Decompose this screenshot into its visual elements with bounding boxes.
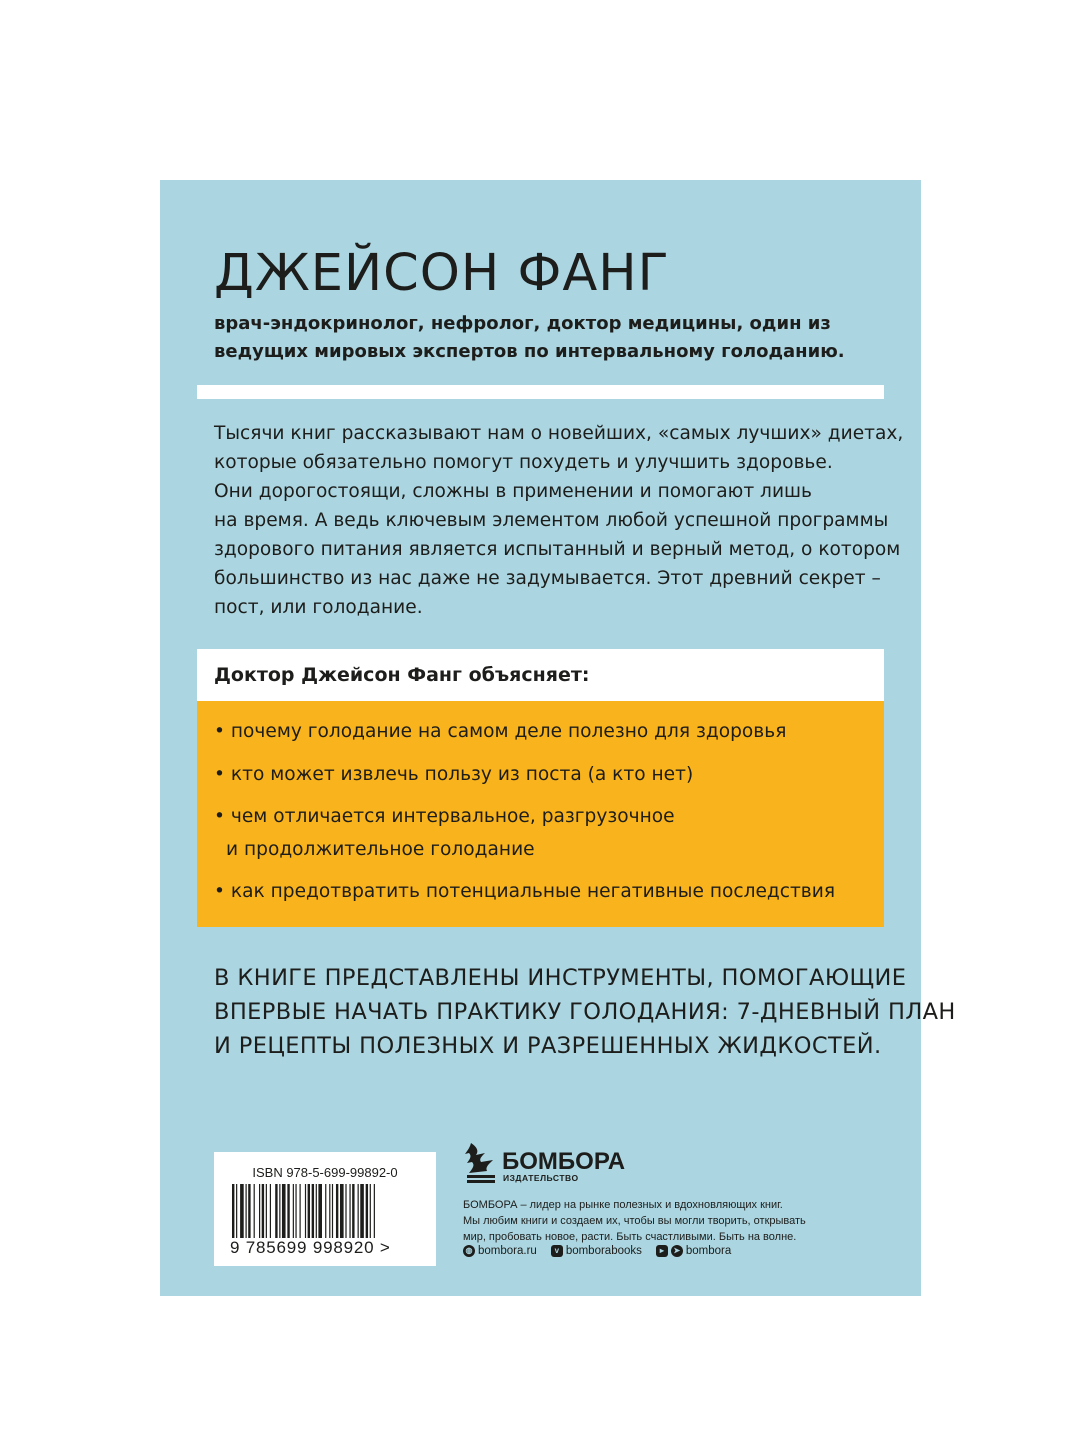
barcode-bar	[370, 1184, 371, 1238]
tools-statement	[214, 961, 956, 1063]
barcode-bar	[236, 1184, 237, 1238]
globe-icon: ◍	[463, 1245, 475, 1257]
intro-line: здорового питания является испытанный и верный метод, о котором	[214, 539, 901, 560]
social-label: bomborabooks	[565, 1245, 642, 1257]
barcode-bar	[232, 1184, 234, 1238]
barcode-bar	[295, 1184, 296, 1238]
barcode-bar	[282, 1184, 286, 1238]
list-item-text: • почему голодание на самом деле полезно для здоровья	[214, 721, 787, 742]
list-item-text: • чем отличается интервальное, разгрузочное	[214, 806, 675, 827]
list-item-text-continued: и продолжительное голодание	[226, 839, 535, 860]
barcode-icon	[232, 1184, 418, 1238]
barcode-bar	[266, 1184, 267, 1238]
barcode-bar	[240, 1184, 244, 1238]
social-label: bombora	[685, 1245, 732, 1257]
barcode-bar	[358, 1184, 359, 1238]
barcode-bar	[248, 1184, 250, 1238]
list-item-text: • как предотвратить потенциальные негативные последствия	[214, 881, 836, 902]
barcode-bar	[308, 1184, 310, 1238]
isbn-label: ISBN 978-5-699-99892-0	[252, 1165, 398, 1180]
author-credentials: врач-эндокринолог, нефролог, доктор медицины, один из ведущих мировых экспертов по интервальному голоданию.	[214, 313, 845, 362]
barcode-bar	[259, 1184, 260, 1238]
publisher-description	[463, 1197, 883, 1245]
social-link-vk[interactable]	[551, 1245, 642, 1257]
barcode-bar	[349, 1184, 350, 1238]
barcode-bar	[254, 1184, 255, 1238]
isbn-digits: 9 785699 998920 >	[230, 1238, 391, 1257]
social-link-website[interactable]	[463, 1245, 537, 1257]
publisher-subtitle: ИЗДАТЕЛЬСТВО	[503, 1173, 579, 1183]
barcode-bar	[366, 1184, 368, 1238]
intro-line: Тысячи книг рассказывают нам о новейших, «самых лучших» диетах,	[214, 423, 904, 444]
barcode-bar	[374, 1184, 375, 1238]
social-link-telegram[interactable]	[656, 1245, 731, 1257]
barcode-bar	[340, 1184, 344, 1238]
barcode-bar	[270, 1184, 271, 1238]
explains-heading: Доктор Джейсон Фанг объясняет:	[197, 649, 884, 701]
barcode-bar	[287, 1184, 289, 1238]
telegram-icon: ➤	[671, 1245, 683, 1257]
intro-line: пост, или голодание.	[214, 597, 423, 618]
explains-list	[197, 701, 884, 927]
barcode-bar	[262, 1184, 264, 1238]
publisher-socials	[463, 1245, 731, 1257]
intro-line: на время. А ведь ключевым элементом любой успешной программы	[214, 510, 889, 531]
barcode-bar	[332, 1184, 333, 1238]
isbn-barcode-block	[214, 1152, 436, 1266]
youtube-icon: ▸	[656, 1245, 668, 1257]
barcode-bar	[246, 1184, 247, 1238]
publisher-description-line: мир, пробовать новое, расти. Быть счастливыми. Быть на волне.	[463, 1231, 797, 1243]
intro-paragraph	[214, 419, 904, 622]
barcode-bar	[336, 1184, 338, 1238]
barcode-bar	[352, 1184, 354, 1238]
social-label: bombora.ru	[478, 1245, 537, 1257]
tools-statement-line: И РЕЦЕПТЫ ПОЛЕЗНЫХ И РАЗРЕШЕННЫХ ЖИДКОСТЕЙ.	[214, 1033, 882, 1059]
list-item	[214, 715, 786, 748]
barcode-bar	[275, 1184, 277, 1238]
author-name: ДЖЕЙСОН ФАНГ	[214, 244, 670, 303]
list-item-text: • кто может извлечь пользу из поста (а кто нет)	[214, 764, 694, 785]
barcode-bar	[329, 1184, 330, 1238]
publisher-description-line: БОМБОРА – лидер на рынке полезных и вдохновляющих книг.	[463, 1199, 783, 1211]
tools-statement-line: ВПЕРВЫЕ НАЧАТЬ ПРАКТИКУ ГОЛОДАНИЯ: 7-ДНЕВНЫЙ ПЛАН	[214, 999, 956, 1025]
intro-line: Они дорогостоящи, сложны в применении и помогают лишь	[214, 481, 812, 502]
intro-line: большинство из нас даже не задумывается. Этот древний секрет –	[214, 568, 881, 589]
bombora-logo-icon	[463, 1141, 499, 1185]
white-divider-bar	[197, 385, 884, 399]
publisher-name: БОМБОРА	[502, 1148, 626, 1175]
barcode-bar	[293, 1184, 294, 1238]
vk-icon: v	[551, 1245, 563, 1257]
barcode-bar	[312, 1184, 314, 1238]
list-item	[214, 758, 693, 791]
list-item	[214, 800, 675, 866]
barcode-bar	[300, 1184, 301, 1238]
intro-line: которые обязательно помогут похудеть и улучшить здоровье.	[214, 452, 833, 473]
list-item	[214, 875, 835, 908]
barcode-bar	[325, 1184, 326, 1238]
barcode-bar	[279, 1184, 280, 1238]
publisher-description-line: Мы любим книги и создаем их, чтобы вы могли творить, открывать	[463, 1215, 806, 1227]
tools-statement-line: В КНИГЕ ПРЕДСТАВЛЕНЫ ИНСТРУМЕНТЫ, ПОМОГАЮЩИЕ	[214, 965, 907, 991]
barcode-bar	[360, 1184, 364, 1238]
barcode-bar	[305, 1184, 306, 1238]
barcode-bar	[316, 1184, 317, 1238]
barcode-bar	[318, 1184, 322, 1238]
barcode-bar	[345, 1184, 346, 1238]
